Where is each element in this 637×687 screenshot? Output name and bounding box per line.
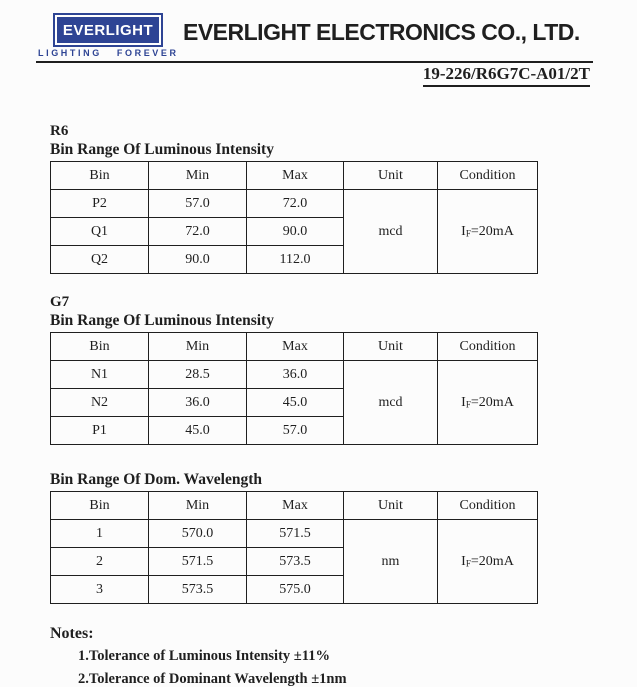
max-cell: 45.0 bbox=[247, 389, 344, 417]
bin-table-g7 bbox=[50, 332, 538, 445]
bin-cell: P2 bbox=[51, 190, 149, 218]
col-header-bin: Bin bbox=[51, 162, 149, 190]
bin-cell: P1 bbox=[51, 417, 149, 445]
condition-symbol: I bbox=[461, 223, 466, 239]
unit-cell: mcd bbox=[344, 190, 438, 274]
table-row bbox=[51, 361, 538, 389]
min-cell: 573.5 bbox=[149, 576, 247, 604]
max-cell: 571.5 bbox=[247, 520, 344, 548]
bin-cell: N2 bbox=[51, 389, 149, 417]
note-item-1: 1.Tolerance of Luminous Intensity ±11% bbox=[78, 648, 330, 664]
condition-symbol: I bbox=[461, 394, 466, 410]
max-cell: 72.0 bbox=[247, 190, 344, 218]
table-title-g7: Bin Range Of Luminous Intensity bbox=[50, 312, 274, 329]
condition-subscript: F bbox=[465, 398, 471, 409]
part-label-g7: G7 bbox=[50, 294, 70, 310]
table-row bbox=[51, 190, 538, 218]
min-cell: 57.0 bbox=[149, 190, 247, 218]
condition-value: =20mA bbox=[470, 394, 514, 410]
min-cell: 36.0 bbox=[149, 389, 247, 417]
condition-cell bbox=[438, 520, 538, 604]
section-r6 bbox=[50, 122, 538, 274]
col-header-max: Max bbox=[247, 333, 344, 361]
part-number: 19-226/R6G7C-A01/2T bbox=[423, 64, 590, 87]
notes-block bbox=[50, 624, 347, 687]
part-label-r6: R6 bbox=[50, 123, 69, 139]
max-cell: 36.0 bbox=[247, 361, 344, 389]
max-cell: 90.0 bbox=[247, 218, 344, 246]
notes-heading: Notes: bbox=[50, 625, 94, 642]
table-title-r6: Bin Range Of Luminous Intensity bbox=[50, 141, 274, 158]
condition-subscript: F bbox=[465, 227, 471, 238]
unit-cell: nm bbox=[344, 520, 438, 604]
condition-cell bbox=[438, 361, 538, 445]
bin-cell: N1 bbox=[51, 361, 149, 389]
table-header-row bbox=[51, 492, 538, 520]
max-cell: 57.0 bbox=[247, 417, 344, 445]
col-header-condition: Condition bbox=[438, 333, 538, 361]
max-cell: 575.0 bbox=[247, 576, 344, 604]
condition-value: =20mA bbox=[470, 223, 514, 239]
col-header-bin: Bin bbox=[51, 333, 149, 361]
col-header-unit: Unit bbox=[344, 333, 438, 361]
everlight-logo bbox=[53, 13, 163, 47]
everlight-logo-box bbox=[57, 17, 159, 43]
logo-tagline: LIGHTING FOREVER bbox=[38, 48, 179, 58]
condition-value: =20mA bbox=[470, 553, 514, 569]
col-header-max: Max bbox=[247, 162, 344, 190]
logo-brand-text: EVERLIGHT bbox=[62, 21, 154, 39]
bin-table-wavelength bbox=[50, 491, 538, 604]
section-dom-wavelength bbox=[50, 470, 538, 604]
condition-symbol: I bbox=[461, 553, 466, 569]
header-rule bbox=[36, 61, 593, 63]
max-cell: 573.5 bbox=[247, 548, 344, 576]
section-g7 bbox=[50, 293, 538, 445]
bin-table-r6 bbox=[50, 161, 538, 274]
min-cell: 571.5 bbox=[149, 548, 247, 576]
unit-cell: mcd bbox=[344, 361, 438, 445]
col-header-condition: Condition bbox=[438, 162, 538, 190]
min-cell: 45.0 bbox=[149, 417, 247, 445]
condition-cell bbox=[438, 190, 538, 274]
min-cell: 72.0 bbox=[149, 218, 247, 246]
col-header-bin: Bin bbox=[51, 492, 149, 520]
table-header-row bbox=[51, 162, 538, 190]
table-row bbox=[51, 520, 538, 548]
bin-cell: Q1 bbox=[51, 218, 149, 246]
col-header-unit: Unit bbox=[344, 492, 438, 520]
min-cell: 90.0 bbox=[149, 246, 247, 274]
condition-subscript: F bbox=[465, 557, 471, 568]
company-name: EVERLIGHT ELECTRONICS CO., LTD. bbox=[183, 19, 580, 45]
min-cell: 28.5 bbox=[149, 361, 247, 389]
note-item-2: 2.Tolerance of Dominant Wavelength ±1nm bbox=[78, 671, 347, 687]
col-header-max: Max bbox=[247, 492, 344, 520]
col-header-condition: Condition bbox=[438, 492, 538, 520]
min-cell: 570.0 bbox=[149, 520, 247, 548]
bin-cell: 1 bbox=[51, 520, 149, 548]
bin-cell: 3 bbox=[51, 576, 149, 604]
bin-cell: 2 bbox=[51, 548, 149, 576]
bin-cell: Q2 bbox=[51, 246, 149, 274]
table-header-row bbox=[51, 333, 538, 361]
table-title-wavelength: Bin Range Of Dom. Wavelength bbox=[50, 471, 262, 488]
col-header-unit: Unit bbox=[344, 162, 438, 190]
max-cell: 112.0 bbox=[247, 246, 344, 274]
col-header-min: Min bbox=[149, 492, 247, 520]
col-header-min: Min bbox=[149, 333, 247, 361]
col-header-min: Min bbox=[149, 162, 247, 190]
